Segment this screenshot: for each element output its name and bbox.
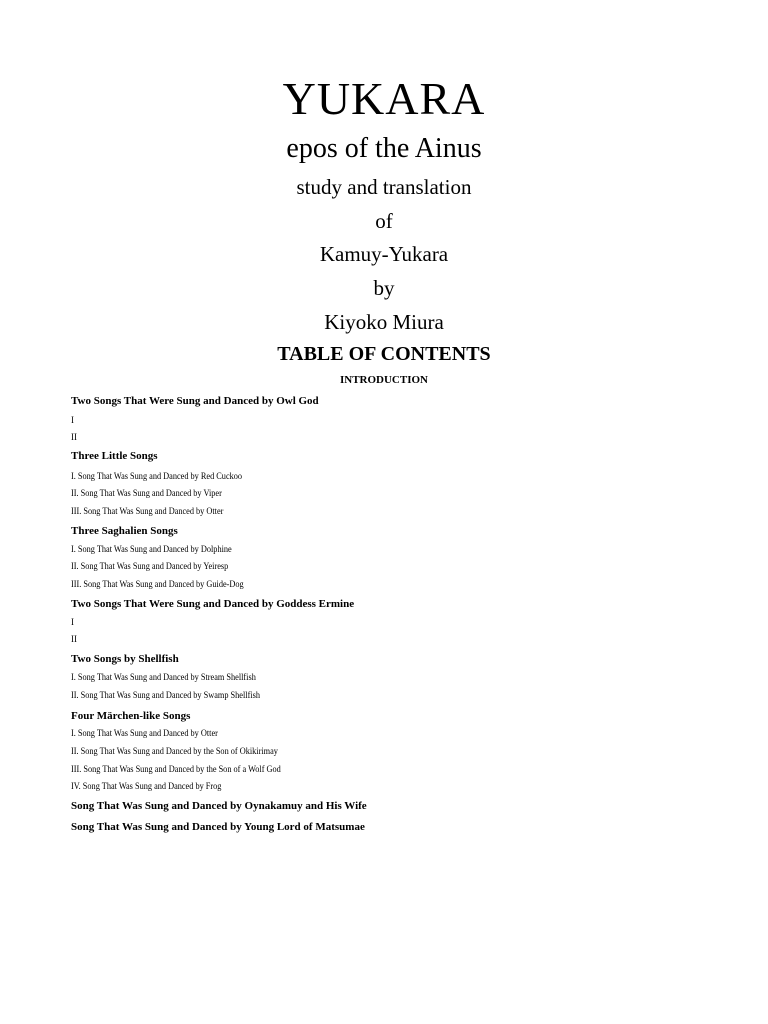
toc-item-red-cuckoo[interactable]: I. Song That Was Sung and Danced by Red Cuckoo — [71, 471, 243, 481]
toc-section-owl-god[interactable]: Two Songs That Were Sung and Danced by Owl God — [71, 395, 319, 407]
toc-section-three-little-songs[interactable]: Three Little Songs — [71, 450, 158, 462]
toc-item-marchen-otter[interactable]: I. Song That Was Sung and Danced by Otter — [71, 728, 218, 738]
cover-line-of: of — [375, 209, 393, 233]
book-title: YUKARA — [282, 73, 486, 124]
toc-item-dolphine[interactable]: I. Song That Was Sung and Danced by Dolphine — [71, 544, 232, 554]
toc-item-swamp-shellfish[interactable]: II. Song That Was Sung and Danced by Swamp Shellfish — [71, 690, 261, 700]
toc-item-viper[interactable]: II. Song That Was Sung and Danced by Viper — [71, 488, 222, 498]
book-subtitle: epos of the Ainus — [286, 133, 482, 164]
toc-introduction-link[interactable]: INTRODUCTION — [339, 374, 428, 386]
toc-item-owl-god-1[interactable]: I — [71, 415, 74, 425]
toc-section-oynakamuy[interactable]: Song That Was Sung and Danced by Oynakamuy and His Wife — [71, 800, 367, 812]
cover-line-work: Kamuy-Yukara — [319, 242, 449, 266]
toc-section-marchen-songs[interactable]: Four Märchen-like Songs — [71, 710, 191, 722]
toc-item-owl-god-2[interactable]: II — [71, 432, 77, 442]
toc-section-goddess-ermine[interactable]: Two Songs That Were Sung and Danced by Goddess Ermine — [71, 598, 355, 610]
toc-item-guide-dog[interactable]: III. Song That Was Sung and Danced by Guide-Dog — [71, 579, 244, 589]
cover-line-study: study and translation — [296, 175, 472, 199]
toc-item-yeiresp[interactable]: II. Song That Was Sung and Danced by Yeiresp — [71, 561, 229, 571]
toc-item-frog[interactable]: IV. Song That Was Sung and Danced by Frog — [71, 781, 222, 791]
toc-item-son-of-okikirimay[interactable]: II. Song That Was Sung and Danced by the Son of Okikirimay — [71, 746, 278, 756]
toc-heading: TABLE OF CONTENTS — [277, 343, 491, 365]
toc-item-ermine-2[interactable]: II — [71, 634, 77, 644]
toc-item-otter[interactable]: III. Song That Was Sung and Danced by Otter — [71, 506, 224, 516]
toc-item-stream-shellfish[interactable]: I. Song That Was Sung and Danced by Stream Shellfish — [71, 672, 256, 682]
author-name: Kiyoko Miura — [324, 310, 444, 334]
toc-section-shellfish[interactable]: Two Songs by Shellfish — [71, 653, 179, 665]
toc-item-son-of-wolf-god[interactable]: III. Song That Was Sung and Danced by the Son of a Wolf God — [71, 764, 281, 774]
cover-line-by: by — [373, 276, 395, 300]
toc-item-ermine-1[interactable]: I — [71, 617, 74, 627]
toc-section-saghalien-songs[interactable]: Three Saghalien Songs — [71, 525, 178, 537]
toc-section-young-lord[interactable]: Song That Was Sung and Danced by Young Lord of Matsumae — [71, 821, 365, 833]
